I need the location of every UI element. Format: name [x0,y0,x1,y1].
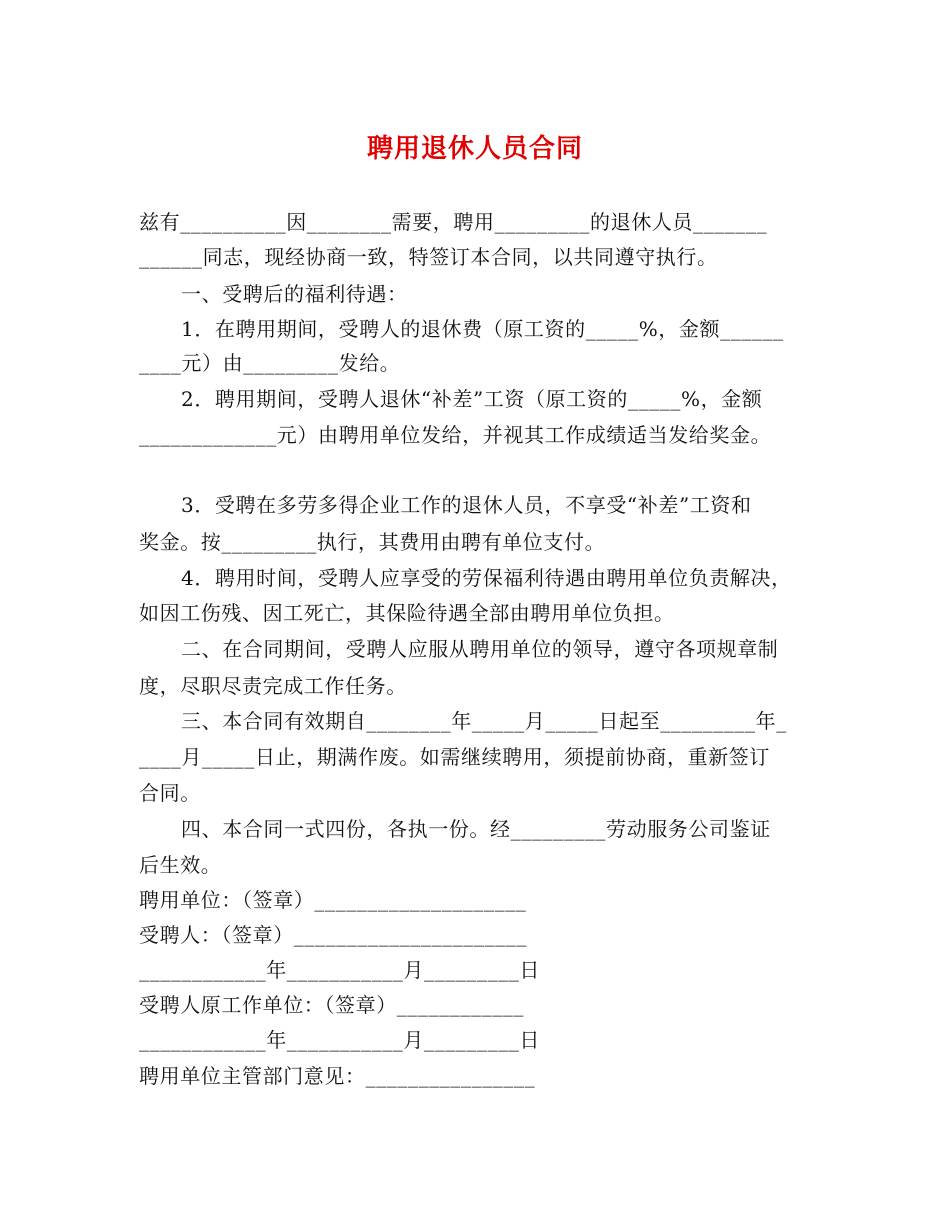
paragraph-line: 4．聘用时间，受聘人应享受的劳保福利待遇由聘用单位负责解决， [181,566,792,590]
paragraph-line: 三、本合同有效期自________年_____月_____日起至_________年_ [181,709,787,733]
paragraph-line: 奖金。按_________执行，其费用由聘有单位支付。 [139,530,606,554]
paragraph-line: ____月_____日止，期满作废。如需继续聘用，须提前协商，重新签订 [139,745,770,769]
paragraph-line: 如因工伤残、因工死亡，其保险待遇全部由聘用单位负担。 [139,601,675,625]
paragraph-line: 2．聘用期间，受聘人退休“补差”工资（原工资的_____%，金额 [181,387,763,411]
paragraph-line: 1．在聘用期间，受聘人的退休费（原工资的_____%，金额______ [181,317,784,341]
paragraph-line: ______同志，现经协商一致，特签订本合同，以共同遵守执行。 [139,245,718,269]
supervisor-opinion-line: 聘用单位主管部门意见：________________ [139,1064,536,1088]
paragraph-line: 兹有__________因________需要，聘用_________的退休人员_______ [139,210,768,234]
paragraph-line: 四、本合同一式四份，各执一份。经_________劳动服务公司鉴证 [181,817,771,841]
paragraph-line: 度，尽职尽责完成工作任务。 [139,674,407,698]
signature-employee-line: 受聘人：（签章）______________________ [139,923,527,947]
date-line: ____________年___________月_________日 [139,958,540,982]
date-line: ____________年___________月_________日 [139,1028,540,1052]
document-title: 聘用退休人员合同 [366,134,583,164]
paragraph-line: 3．受聘在多劳多得企业工作的退休人员，不享受“补差”工资和 [181,493,752,517]
section-heading: 一、受聘后的福利待遇： [181,282,408,306]
signature-employer-line: 聘用单位：（签章）____________________ [139,888,527,912]
paragraph-line: 合同。 [139,781,201,805]
paragraph-line: 二、在合同期间，受聘人应服从聘用单位的领导，遵守各项规章制 [181,637,779,661]
paragraph-line: _____________元）由聘用单位发给，并视其工作成绩适当发给奖金。 [139,423,772,447]
signature-original-employer-line: 受聘人原工作单位：（签章）____________ [139,993,524,1017]
paragraph-line: ____元）由_________发给。 [139,351,401,375]
paragraph-line: 后生效。 [139,853,222,877]
